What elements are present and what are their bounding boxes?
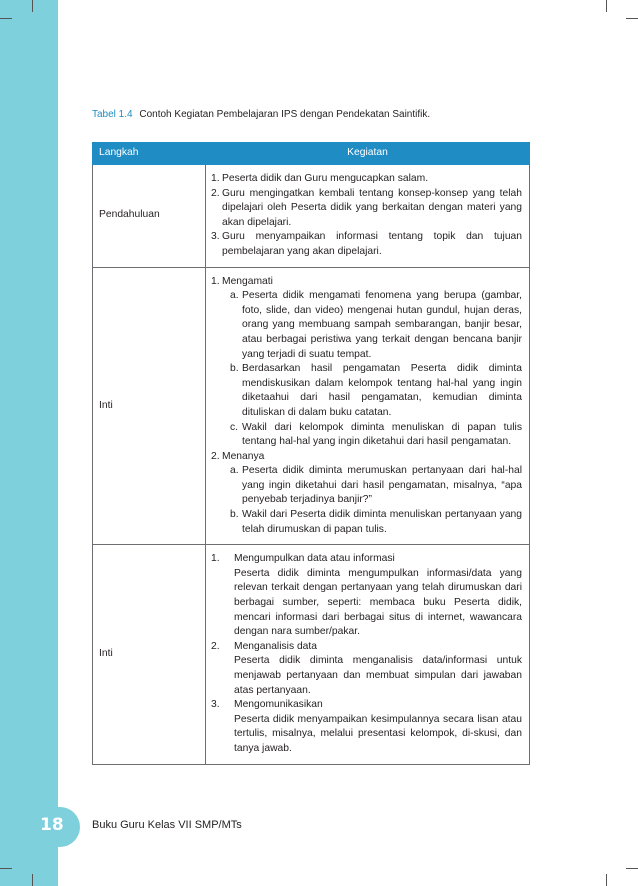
page-number: 18 [40,815,64,835]
list-item [211,187,522,231]
list-marker: c. [230,421,239,433]
list-item [211,640,522,698]
list-marker: 1. [211,173,220,184]
step-cell: Inti [93,267,206,545]
list-text: Wakil dari Peserta didik diminta menuliskan pertanyaan yang telah dirumuskan di papan tulis. [242,509,522,535]
crop-mark [626,868,638,869]
step-cell: Inti [93,545,206,764]
list-marker: a. [230,290,239,302]
list-text: Berdasarkan hasil pengamatan Peserta didik diminta mendiskusikan dalam kelompok tentang hal-hal yang ingin diketaahui dari hasil pengamatan, kemudian diminta dituliskan di dalam buku catatan. [242,363,522,418]
list-text: Guru mengingatkan kembali tentang konsep-konsep yang telah dipelajari oleh Peserta didik yang berkaitan dengan materi yang akan dipelajari. [222,187,522,228]
activity-cell [206,165,530,268]
table-row [93,545,530,764]
activity-cell [206,545,530,764]
list-text [234,552,522,640]
caption-number: Tabel 1.4 [92,109,133,120]
activity-table [92,142,530,765]
header-kegiatan: Kegiatan [206,143,530,165]
caption-title: Contoh Kegiatan Pembelajaran IPS dengan Pendekatan Saintifik. [139,109,431,120]
list-heading: Mengumpulkan data atau informasi [234,553,395,565]
list-item [211,230,522,259]
list-marker: 2. [211,450,220,462]
list-marker: b. [230,509,239,521]
list-marker: 3. [211,699,220,711]
list-item [211,450,522,465]
crop-mark [626,18,638,19]
sub-list-item [211,289,522,362]
crop-mark [32,874,33,886]
sub-list-item [211,421,522,450]
page-footer: Buku Guru Kelas VII SMP/MTs [92,819,242,831]
list-detail: Peserta didik diminta mengumpulkan informasi/data yang relevan terkait dengan pertanyaan yang telah dirumuskan dari berbagai sumber, seperti: membaca buku Peserta didik, mencari informasi dari berbagai situs di internet, wawancara dengan nara sumber/pakar. [234,567,522,638]
list-detail: Peserta didik diminta menganalisis data/informasi untuk menjawab pertanyaan dan membuat simpulan dari jawaban atas pertanyaan. [234,655,522,696]
table-caption [92,109,430,120]
list-text: Peserta didik dan Guru mengucapkan salam. [222,173,429,184]
list-detail: Peserta didik menyampaikan kesimpulannya secara lisan atau tertulis, misalnya, melalui presentasi kelompok, di-skusi, dan tanya jawab. [234,713,522,754]
list-marker: 2. [211,640,220,652]
list-text: Peserta didik mengamati fenomena yang berupa (gambar, foto, slide, dan video) mengenai hutan gundul, hujan deras, orang yang membuang sampah sembarangan, banjir besar, atau berbagai peristiwa yang terkait dengan bencana banjir yang terjadi di suatu tempat. [242,290,522,360]
step-cell: Pendahuluan [93,165,206,268]
list-marker: 2. [211,187,220,199]
table-row [93,165,530,268]
table-row [93,267,530,545]
crop-mark [32,0,33,12]
sub-list-item [211,362,522,420]
list-text: Menanya [222,450,265,462]
sub-list-item [211,508,522,537]
crop-mark [0,868,12,869]
activity-cell [206,267,530,545]
sub-list-item [211,464,522,508]
list-marker: a. [230,465,239,477]
list-marker: 1. [211,553,220,565]
side-band [0,0,58,886]
list-item [211,172,522,187]
crop-mark [606,0,607,12]
list-marker: 3. [211,231,220,243]
crop-mark [606,874,607,886]
list-text: Wakil dari kelompok diminta menuliskan di papan tulis tentang hal-hal yang ingin diketahui dari hasil pengamatan. [242,421,522,448]
list-heading: Mengomunikasikan [234,699,323,711]
list-text [234,640,522,698]
list-item [211,698,522,756]
table-header-row [93,143,530,165]
list-heading: Menganalisis data [234,640,317,652]
list-item [211,275,522,290]
list-text [234,698,522,756]
list-marker: b. [230,363,239,375]
list-text: Peserta didik diminta merumuskan pertanyaan dari hal-hal yang ingin diketahui dari hasil pengamatan, misalnya, “apa penyebab terjadinya banjir?” [242,465,522,506]
list-item [211,552,522,640]
crop-mark [0,18,12,19]
list-text: Guru menyampaikan informasi tentang topik dan tujuan pembelajaran yang akan dipelajari. [222,231,522,257]
list-text: Mengamati [222,275,273,287]
header-langkah: Langkah [93,143,206,165]
list-marker: 1. [211,275,220,287]
